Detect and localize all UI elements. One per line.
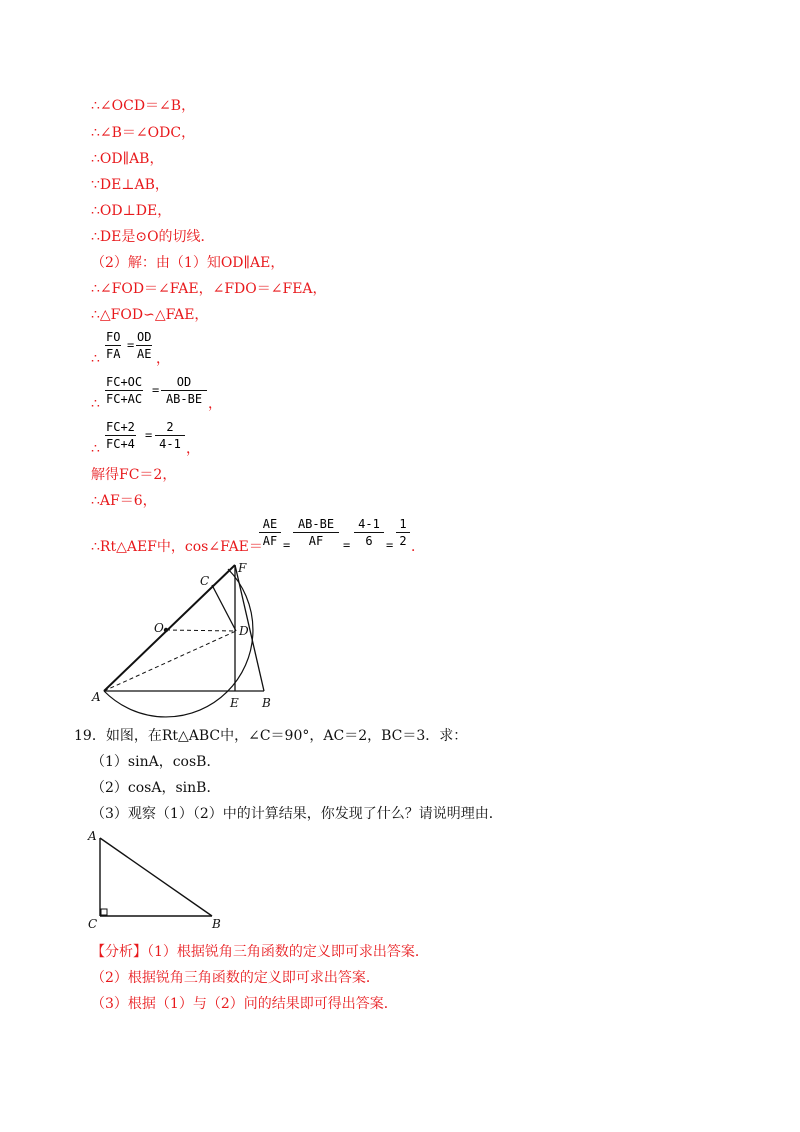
question-stem: 19．如图，在Rt△ABC中，∠C＝90°，AC＝2，BC＝3．求： xyxy=(74,728,468,744)
question-part: （1）sinA，cosB． xyxy=(91,754,221,770)
equals-sign: = xyxy=(152,383,160,397)
proof-line: ∴OD⊥DE， xyxy=(91,203,172,219)
equals-sign: = xyxy=(386,538,394,552)
question-part: （3）观察（1）（2）中的计算结果，你发现了什么？请说明理由． xyxy=(91,806,503,822)
geometry-figure-triangle xyxy=(82,826,232,934)
punctuation: ． xyxy=(411,539,425,555)
proof-line: （2）解：由（1）知OD∥AE， xyxy=(91,255,285,271)
proof-line: ∴OD∥AB， xyxy=(91,151,164,167)
punctuation: ， xyxy=(186,441,200,457)
analysis-line: （3）根据（1）与（2）问的结果即可得出答案． xyxy=(91,996,398,1012)
point-label: D xyxy=(239,624,249,638)
fraction: $\frac{1}{2}$ xyxy=(396,517,410,548)
point-label: A xyxy=(92,690,101,704)
question-part: （2）cosA，sinB． xyxy=(91,780,221,796)
point-label: C xyxy=(88,917,98,931)
proof-line: ∴∠FOD＝∠FAE，∠FDO＝∠FEA， xyxy=(91,281,327,297)
proof-line: 解得FC＝2， xyxy=(91,467,177,483)
proof-line: ∴AF＝6， xyxy=(91,493,157,509)
equals-sign: = xyxy=(343,538,351,552)
punctuation: ， xyxy=(208,396,222,412)
equals-sign: = xyxy=(283,538,291,552)
proof-line: ∴ xyxy=(91,396,100,412)
equals-sign: = xyxy=(145,428,153,442)
fraction: $\frac{AB-BE}{AF}$ xyxy=(293,517,339,548)
fraction: $\frac{2}{4-1}$ xyxy=(155,420,185,451)
fraction: $\frac{4-1}{6}$ xyxy=(354,517,384,548)
proof-line: ∴ xyxy=(91,351,100,367)
proof-line: ∴ xyxy=(91,441,100,457)
proof-line: ∴∠B＝∠ODC， xyxy=(91,125,196,141)
fraction: $\frac{FO}{FA}$ xyxy=(106,330,121,361)
equals-sign: = xyxy=(127,338,135,352)
fraction: $\frac{AE}{AF}$ xyxy=(259,517,281,548)
fraction: $\frac{OD}{AE}$ xyxy=(137,330,152,361)
fraction: $\frac{OD}{AB-BE}$ xyxy=(161,375,207,406)
geometry-figure-circle xyxy=(80,555,280,720)
point-label: F xyxy=(238,561,247,575)
point-label: B xyxy=(262,696,271,710)
proof-line: ∴Rt△AEF中，cos∠FAE＝ xyxy=(91,539,263,555)
proof-line: ∵DE⊥AB， xyxy=(91,177,169,193)
point-label: C xyxy=(200,574,210,588)
fraction: $\frac{FC+2}{FC+4}$ xyxy=(106,420,135,451)
proof-line: ∴∠OCD＝∠B， xyxy=(91,98,196,114)
point-label: A xyxy=(88,829,97,843)
analysis-line: 【分析】（1）根据锐角三角函数的定义即可求出答案． xyxy=(91,944,429,960)
point-label: B xyxy=(212,917,221,931)
analysis-line: （2）根据锐角三角函数的定义即可求出答案． xyxy=(91,970,380,986)
proof-line: ∴△FOD∽△FAE， xyxy=(91,307,209,323)
point-label: O xyxy=(154,621,164,635)
point-label: E xyxy=(230,696,239,710)
proof-line: ∴DE是⊙O的切线． xyxy=(91,229,215,245)
fraction: $\frac{FC+OC}{FC+AC}$ xyxy=(106,375,143,406)
punctuation: ， xyxy=(156,351,170,367)
